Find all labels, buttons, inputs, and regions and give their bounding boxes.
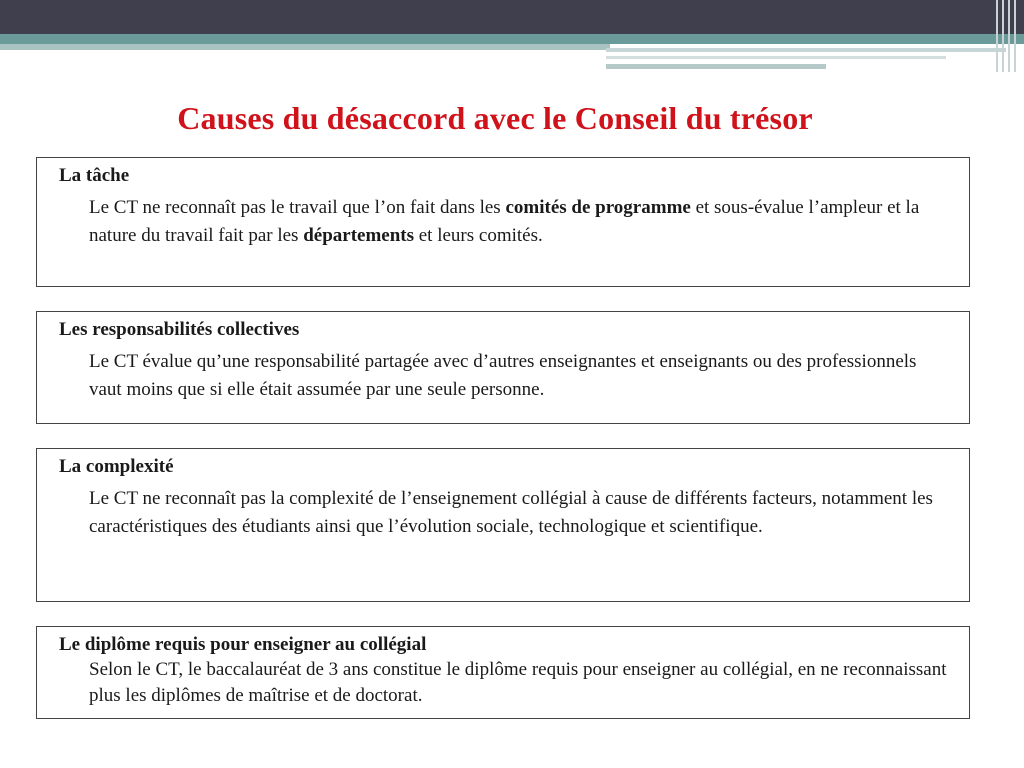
section-heading: Les responsabilités collectives	[59, 319, 300, 340]
section-heading: La complexité	[59, 456, 174, 477]
slide-title: Causes du désaccord avec le Conseil du trésor	[177, 100, 813, 136]
section-box-diplome	[36, 626, 970, 719]
emphasis-departements: départements	[303, 225, 414, 246]
header-bar-dark	[0, 0, 1024, 34]
header-stripe	[0, 44, 610, 50]
section-body: Le CT ne reconnaît pas la complexité de l’enseignement collégial à cause de différents facteurs, notamment les caractéristiques des étudiants ainsi que l’évolution sociale, technologique et scientifique.	[89, 488, 933, 537]
header-stripe	[606, 56, 946, 59]
section-body: Selon le CT, le baccalauréat de 3 ans constitue le diplôme requis pour enseigner au collégial, en ne reconnaissant plus les diplômes de maîtrise et de doctorat.	[89, 659, 947, 706]
header-bar-teal	[0, 34, 1024, 44]
header-stripe	[606, 64, 826, 69]
section-box-tache	[36, 157, 970, 287]
section-box-responsabilites	[36, 311, 970, 424]
section-body: Le CT évalue qu’une responsabilité partagée avec d’autres enseignantes et enseignants ou des professionnels vaut moins que si elle était assumée par une seule personne.	[89, 351, 917, 400]
section-body: Le CT ne reconnaît pas le travail que l’on fait dans les comités de programme et sous-évalue l’ampleur et la nature du travail fait par les départements et leurs comités.	[89, 197, 920, 246]
header-stripe	[606, 48, 1006, 52]
section-heading: Le diplôme requis pour enseigner au collégial	[59, 634, 427, 655]
emphasis-comites: comités de programme	[505, 197, 691, 218]
section-heading: La tâche	[59, 165, 130, 186]
header-vertical-lines	[994, 0, 1024, 72]
section-box-complexite	[36, 448, 970, 602]
